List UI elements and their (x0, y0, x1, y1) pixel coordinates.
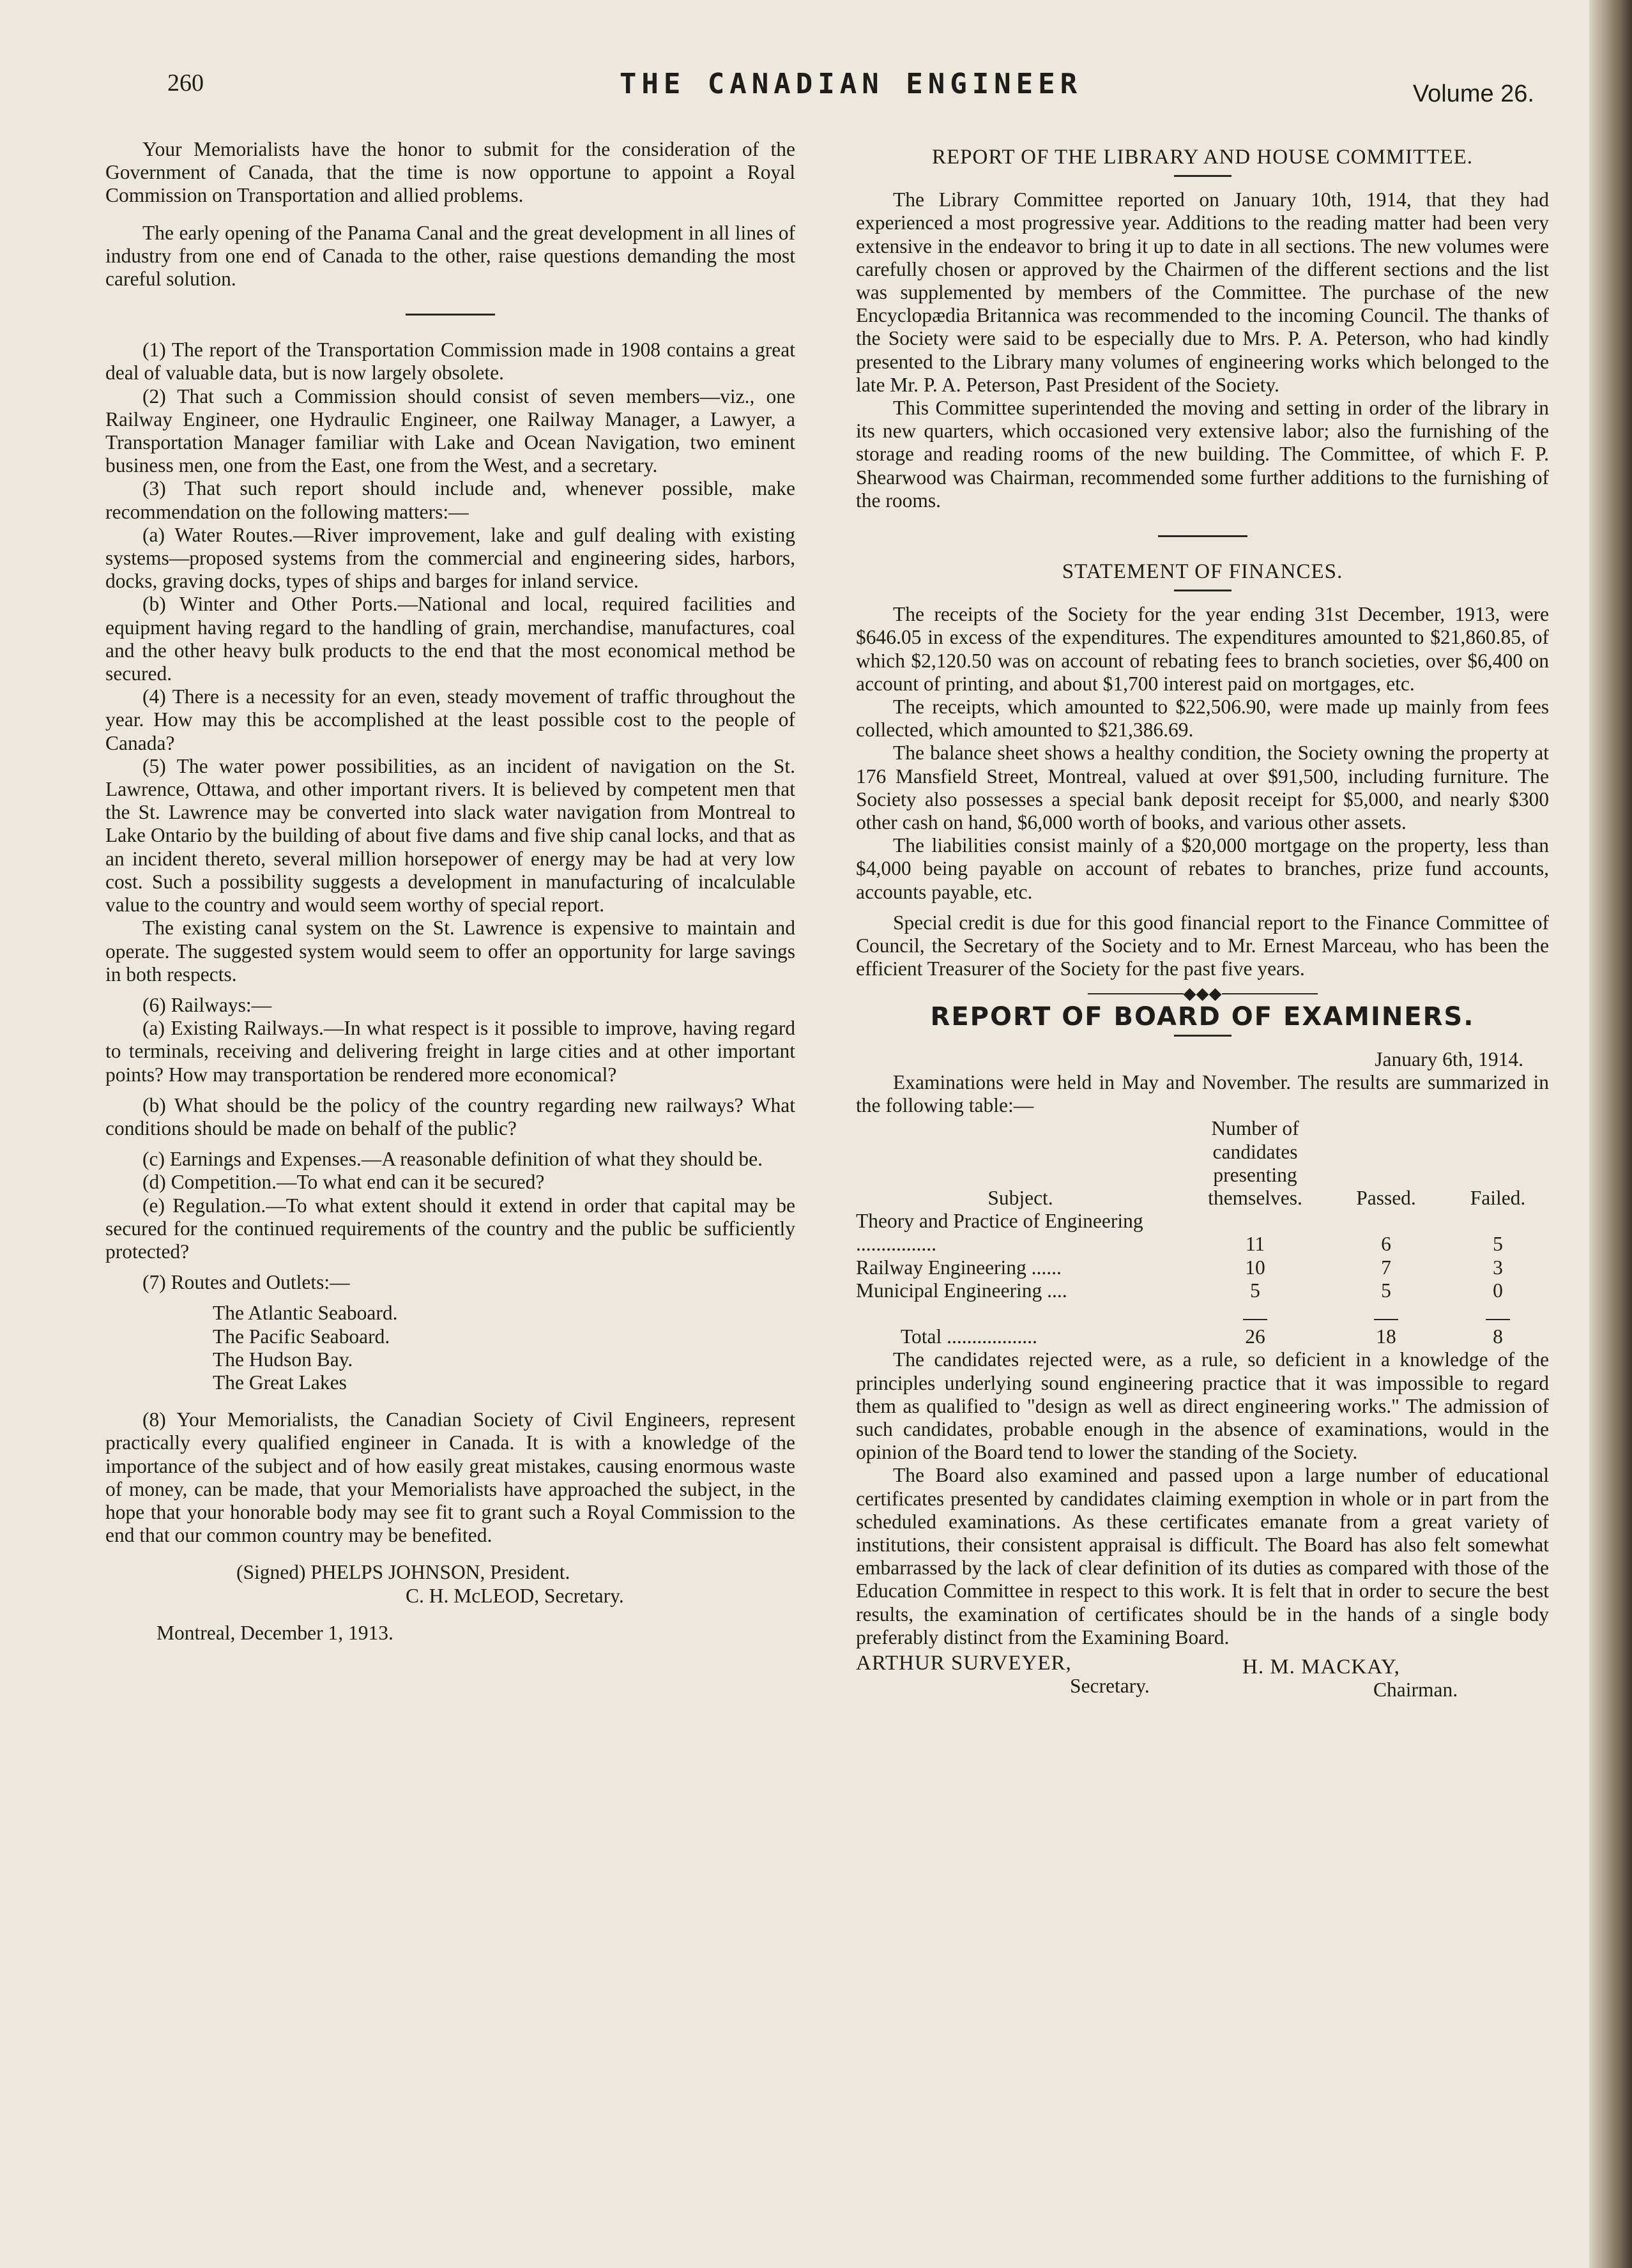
table-row (856, 1256, 1549, 1279)
column-header: Number of candidates presenting themselves. (1208, 1117, 1302, 1209)
paragraph: The Library Committee reported on January 10th, 1914, that they had experienced a most progressive year. Additions to the reading matter had been very extensive in the endeavor to bring it up to date in all sections. The new volumes were carefully chosen or approved by the Chairmen of the different sections and the list was supplemented by members of the Committee. The purchase of the new Encyclopædia Britannica was recommended to the incoming Council. The thanks of the Society were said to be especially due to Mrs. P. A. Peterson, who had kindly presented to the Library many volumes of engineering works which belonged to the late Mr. P. A. Peterson, Past President of the Society. (856, 188, 1549, 396)
paragraph: (2) That such a Commission should consist of seven members—viz., one Railway Engineer, one Hydraulic Engineer, one Railway Manager, a Lawyer, a Transportation Manager familiar with Lake and Ocean Navigation, two eminent business men, one from the East, one from the West, and a secretary. (105, 384, 795, 477)
signer-title: Secretary. (1070, 1675, 1150, 1698)
paragraph: (e) Regulation.—To what extent should it extend in order that capital may be secured for the continued requirements of the country and the public be sufficiently protected? (105, 1194, 795, 1263)
paragraph: The existing canal system on the St. Lawrence is expensive to maintain and operate. The suggested system would seem to offer an opportunity for large savings in both respects. (105, 917, 795, 986)
signer-title: Chairman. (1373, 1678, 1458, 1701)
paragraph: (a) Water Routes.—River improvement, lake and gulf dealing with existing systems—proposed systems from the commercial and engineering sides, harbors, docks, graving docks, types of ships and barges for inland service. (105, 523, 795, 593)
paragraph: Your Memorialists have the honor to submit for the consideration of the Government of Canada, that the time is now opportune to appoint a Royal Commission on Transportation and allied problems. (105, 138, 795, 207)
table-total-row (856, 1325, 1549, 1348)
signature-line: C. H. McLEOD, Secretary. (406, 1584, 624, 1607)
paragraph: The liabilities consist mainly of a $20,000 mortgage on the property, less than $4,000 being payable on account of rebates to branches, prize fund accounts, accounts payable, etc. (856, 834, 1549, 903)
list-item: The Hudson Bay. (213, 1348, 353, 1371)
table-cell: 7 (1381, 1256, 1391, 1279)
section-divider (1158, 535, 1247, 537)
table-row (856, 1279, 1549, 1302)
paragraph: (8) Your Memorialists, the Canadian Society of Civil Engineers, represent practically every qualified engineer in Canada. It is with a knowledge of the importance of the subject and of how easily great mistakes, causing enormous waste of money, can be made, that your Memorialists have approached the subject, in the hope that your honorable body may see fit to grant such a Royal Commission to the end that our common country may be benefited. (105, 1408, 795, 1547)
signatures (856, 1652, 1549, 1703)
paragraph: (4) There is a necessity for an even, steady movement of traffic throughout the year. How may this be accomplished at the least possible cost to the people of Canada? (105, 685, 795, 754)
column-header: Passed. (1356, 1186, 1416, 1209)
paragraph: The early opening of the Panama Canal and the great development in all lines of industry from one end of Canada to the other, raise questions demanding the most careful solution. (105, 221, 795, 291)
paragraph: Examinations were held in May and November. The results are summarized in the following table:— (856, 1070, 1549, 1117)
volume-label: Volume 26. (1412, 80, 1534, 107)
signer-name: H. M. MACKAY, (1242, 1655, 1400, 1678)
paragraph: (d) Competition.—To what end can it be secured? (142, 1171, 545, 1194)
table-rule-row (856, 1302, 1549, 1325)
paragraph: (c) Earnings and Expenses.—A reasonable definition of what they should be. (142, 1148, 763, 1171)
paragraph: (1) The report of the Transportation Commission made in 1908 contains a great deal of valuable data, but is now largely obsolete. (105, 339, 795, 384)
paragraph: (b) What should be the policy of the country regarding new railways? What conditions should be made on behalf of the public? (105, 1093, 795, 1139)
table-cell: Municipal Engineering .... (856, 1279, 1067, 1302)
signature-line: (Signed) PHELPS JOHNSON, President. (236, 1561, 570, 1584)
table-cell: 0 (1493, 1279, 1503, 1302)
paragraph: This Committee superintended the moving and setting in order of the library in its new quarters, which occasioned very extensive labor; also the furnishing of the storage and reading rooms of the new building. The Committee, of which F. P. Shearwood was Chairman, recommended some further additions to the furnishing of the rooms. (856, 397, 1549, 512)
list-item: The Pacific Seaboard. (213, 1325, 390, 1348)
paragraph: The Board also examined and passed upon a large number of educational certificates presented by candidates claiming exemption in whole or in part from the scheduled examinations. As these certificates emanate from a great variety of institutions, their consistent appraisal is difficult. The Board has also felt somewhat embarrassed by the lack of clear definition of its duties as compared with those of the Education Committee in respect to this work. It is felt that in order to secure the best results, the examination of certificates should be in the hands of a single body preferably distinct from the Examining Board. (856, 1464, 1549, 1648)
paragraph: (5) The water power possibilities, as an incident of navigation on the St. Lawrence, Ottawa, and other important rivers. It is believed by competent men that the St. Lawrence may be converted into slack water navigation from Montreal to Lake Ontario by the building of about five dams and five ship canal locks, and that as an incident thereto, several million horsepower of energy may be had at very low cost. Such a possibility suggests a development in manufacturing of incalculable value to the country and would seem worthy of special report. (105, 754, 795, 917)
table-header-row (856, 1117, 1549, 1210)
report-date: January 6th, 1914. (1375, 1047, 1523, 1070)
paragraph: (b) Winter and Other Ports.—National and local, required facilities and equipment having regard to the handling of grain, merchandise, manufactures, coal and the other heavy bulk products to the end that the most economical method be secured. (105, 593, 795, 685)
heading-rule (1174, 590, 1232, 591)
page-number: 260 (167, 70, 204, 96)
place-date: Montreal, December 1, 1913. (156, 1621, 393, 1644)
table-cell: Theory and Practice of Engineering ................ (856, 1210, 1143, 1256)
table-cell: 5 (1381, 1279, 1391, 1302)
examination-table (856, 1117, 1549, 1348)
table-row (856, 1210, 1549, 1256)
table-cell: 10 (1245, 1256, 1265, 1279)
paragraph: The receipts, which amounted to $22,506.90, were made up mainly from fees collected, which amounted to $21,386.69. (856, 696, 1549, 742)
table-cell: 5 (1493, 1233, 1503, 1256)
table-cell: 6 (1381, 1233, 1391, 1256)
signer-chairman (1242, 1655, 1458, 1701)
list-item: The Atlantic Seaboard. (213, 1302, 398, 1325)
page-header (167, 69, 1534, 114)
paragraph: (3) That such report should include and, whenever possible, make recommendation on the following matters:— (105, 477, 795, 523)
ornamental-divider: ◆◆◆ (1088, 986, 1318, 1001)
left-column (105, 138, 795, 1645)
paragraph: The candidates rejected were, as a rule, so deficient in a knowledge of the principles underlying sound engineering practice that it was impossible to regard them as qualified to "design as well as direct engineering works." The admission of such candidates, probable enough in the absence of examinations, would in the opinion of the Board tend to lower the standing of the Society. (856, 1348, 1549, 1464)
table-cell: Railway Engineering ...... (856, 1256, 1062, 1279)
heading-rule (1174, 1035, 1232, 1037)
table-cell: 26 (1245, 1325, 1265, 1348)
table-cell: 3 (1493, 1256, 1503, 1279)
table-cell: 5 (1250, 1279, 1260, 1302)
journal-title: THE CANADIAN ENGINEER (619, 68, 1083, 100)
table-cell: Total .................. (901, 1325, 1037, 1348)
paragraph: The receipts of the Society for the year ending 31st December, 1913, were $646.05 in excess of the expenditures. The expenditures amounted to $21,860.85, of which $2,120.50 was on account of rebating fees to branch societies, over $6,400 on account of printing, and about $1,700 interest paid on mortgages, etc. (856, 603, 1549, 695)
table-cell: 11 (1245, 1233, 1265, 1256)
paragraph: (7) Routes and Outlets:— (142, 1271, 350, 1294)
paragraph: The balance sheet shows a healthy condition, the Society owning the property at 176 Mansfield Street, Montreal, valued at over $91,500, including furniture. The Society also possesses a special bank deposit receipt for $5,000, and nearly $300 other cash on hand, $6,000 worth of books, and various other assets. (856, 742, 1549, 834)
paragraph: (6) Railways:— (142, 993, 272, 1016)
heading-rule (1174, 175, 1232, 177)
book-gutter (1589, 0, 1632, 2268)
list-item: The Great Lakes (213, 1371, 347, 1394)
section-heading: REPORT OF BOARD OF EXAMINERS. (930, 1001, 1475, 1031)
signer-name: ARTHUR SURVEYER, (856, 1651, 1072, 1675)
section-heading: STATEMENT OF FINANCES. (1062, 560, 1343, 584)
routes-list (105, 1302, 795, 1394)
table-cell: 18 (1376, 1325, 1396, 1348)
column-header: Subject. (988, 1186, 1053, 1209)
paragraph: Special credit is due for this good financial report to the Finance Committee of Council, the Secretary of the Society and to Mr. Ernest Marceau, who has been the efficient Treasurer of the Society for the past five years. (856, 911, 1549, 980)
signer-secretary (856, 1652, 1150, 1698)
section-heading: REPORT OF THE LIBRARY AND HOUSE COMMITTEE. (931, 146, 1474, 169)
table-cell: 8 (1493, 1325, 1503, 1348)
column-header: Failed. (1470, 1186, 1526, 1209)
right-column (856, 146, 1549, 1703)
section-divider (406, 314, 495, 316)
paragraph: (a) Existing Railways.—In what respect is it possible to improve, having regard to terminals, receiving and delivering freight in large cities and at other important points? How may transportation be rendered more economical? (105, 1017, 795, 1086)
